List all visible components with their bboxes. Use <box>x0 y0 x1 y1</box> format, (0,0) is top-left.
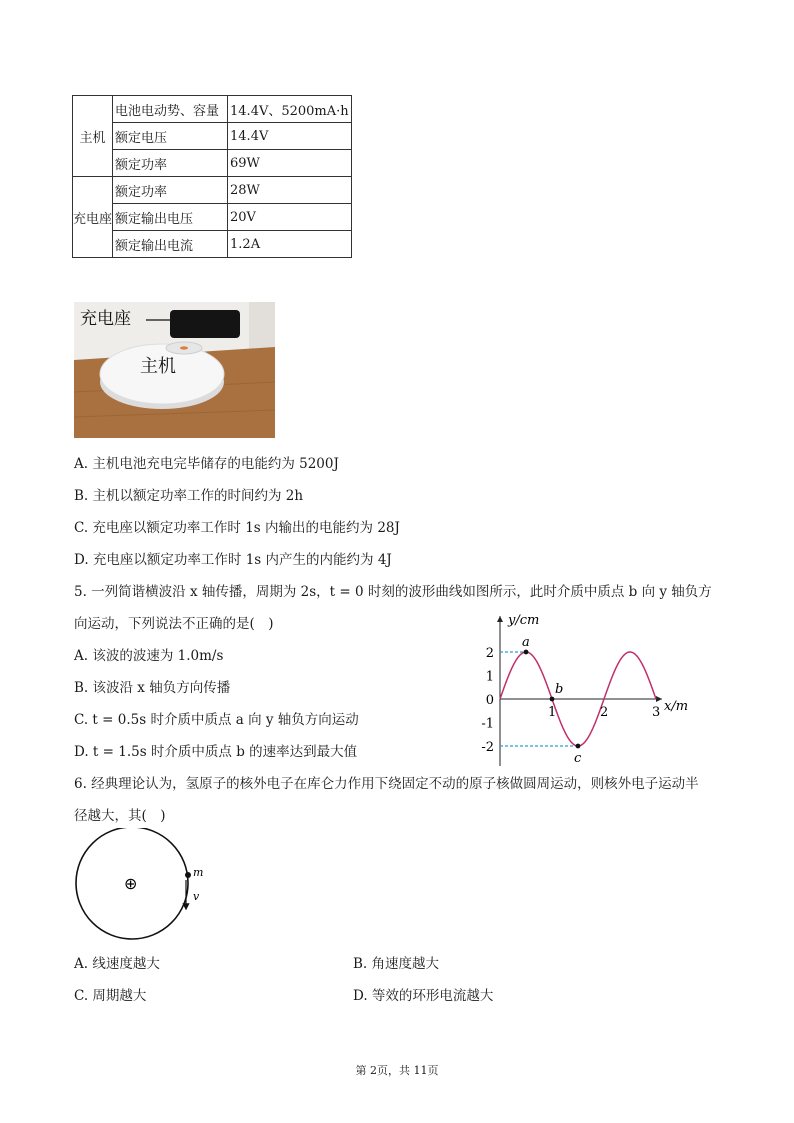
electron-label-m: m <box>193 866 204 879</box>
q6-option-b: B. 角速度越大 <box>353 956 440 972</box>
wave-point-a <box>524 650 529 655</box>
q6-stem-line1: 6. 经典理论认为，氢原子的核外电子在库仑力作用下绕固定不动的原子核做圆周运动，则核外电子运动半 <box>74 776 699 792</box>
table-cell-param: 额定输出电压 <box>113 204 228 231</box>
table-cell-value: 28W <box>228 177 352 204</box>
y-tick-label: 0 <box>485 693 494 708</box>
x-axis-label: x/m <box>664 699 689 714</box>
q4-option-c: C. 充电座以额定功率工作时 1s 内输出的电能约为 28J <box>74 520 400 536</box>
photo-label-dock: 充电座 <box>80 309 131 329</box>
table-row <box>73 177 352 204</box>
q5-option-b: B. 该波沿 x 轴负方向传播 <box>74 680 231 696</box>
q5-stem-line1: 5. 一列简谐横波沿 x 轴传播，周期为 2s，t = 0 时刻的波形曲线如图所示，此时介质中质点 b 向 y 轴负方 <box>74 584 712 600</box>
table-group-host: 主机 <box>73 96 113 177</box>
table-cell-param: 额定输出电流 <box>113 231 228 258</box>
table-cell-param: 额定电压 <box>113 123 228 150</box>
q5-option-d: D. t = 1.5s 时介质中质点 b 的速率达到最大值 <box>74 744 358 760</box>
velocity-label-v: v <box>193 890 200 903</box>
table-cell-value: 14.4V <box>228 123 352 150</box>
y-axis-label: y/cm <box>508 613 540 628</box>
wave-point-b <box>550 697 555 702</box>
table-row <box>73 204 352 231</box>
table-cell-value: 14.4V、5200mA·h <box>228 96 352 123</box>
table-cell-param: 额定功率 <box>113 177 228 204</box>
q6-option-a: A. 线速度越大 <box>74 956 160 972</box>
q6-option-c: C. 周期越大 <box>74 988 147 1004</box>
table-cell-param: 电池电动势、容量 <box>113 96 228 123</box>
q4-option-b: B. 主机以额定功率工作的时间约为 2h <box>74 488 304 504</box>
nucleus-symbol: ⊕ <box>124 874 138 893</box>
q5-option-a: A. 该波的波速为 1.0m/s <box>74 648 224 664</box>
q4-option-a: A. 主机电池充电完毕储存的电能约为 5200J <box>74 456 339 472</box>
x-tick-label: 2 <box>600 705 609 720</box>
q6-stem-line2: 径越大，其( ) <box>74 808 166 824</box>
wave-point-label-c: c <box>574 751 582 766</box>
q5-stem-line2: 向运动，下列说法不正确的是( ) <box>74 616 274 632</box>
wave-point-label-b: b <box>555 682 564 697</box>
q6-option-d: D. 等效的环形电流越大 <box>353 988 494 1004</box>
page-footer: 第 2页，共 11页 <box>355 1064 439 1077</box>
table-cell-param: 额定功率 <box>113 150 228 177</box>
y-tick-label: -1 <box>481 716 494 732</box>
electron-dot <box>185 872 191 878</box>
robot-vacuum-photo <box>74 302 275 438</box>
wave-point-label-a: a <box>522 635 530 650</box>
wave-point-c <box>576 744 581 749</box>
dock-shape <box>170 310 240 338</box>
x-tick-label: 3 <box>652 705 661 720</box>
table-row <box>73 150 352 177</box>
photo-label-host: 主机 <box>140 356 176 377</box>
q4-option-d: D. 充电座以额定功率工作时 1s 内产生的内能约为 4J <box>74 552 392 568</box>
x-tick-label: 1 <box>548 705 557 720</box>
table-cell-value: 1.2A <box>228 231 352 258</box>
y-tick-label: 2 <box>485 646 494 661</box>
table-cell-value: 20V <box>228 204 352 231</box>
wave-chart <box>470 606 700 766</box>
table-cell-value: 69W <box>228 150 352 177</box>
table-row <box>73 123 352 150</box>
spec-table <box>72 95 352 258</box>
atom-orbit-figure <box>72 828 212 948</box>
y-tick-label: 1 <box>485 669 494 685</box>
table-row <box>73 96 352 123</box>
q5-option-c: C. t = 0.5s 时介质中质点 a 向 y 轴负方向运动 <box>74 712 359 728</box>
table-group-dock: 充电座 <box>73 177 113 258</box>
table-row <box>73 231 352 258</box>
y-tick-label: -2 <box>481 740 494 755</box>
